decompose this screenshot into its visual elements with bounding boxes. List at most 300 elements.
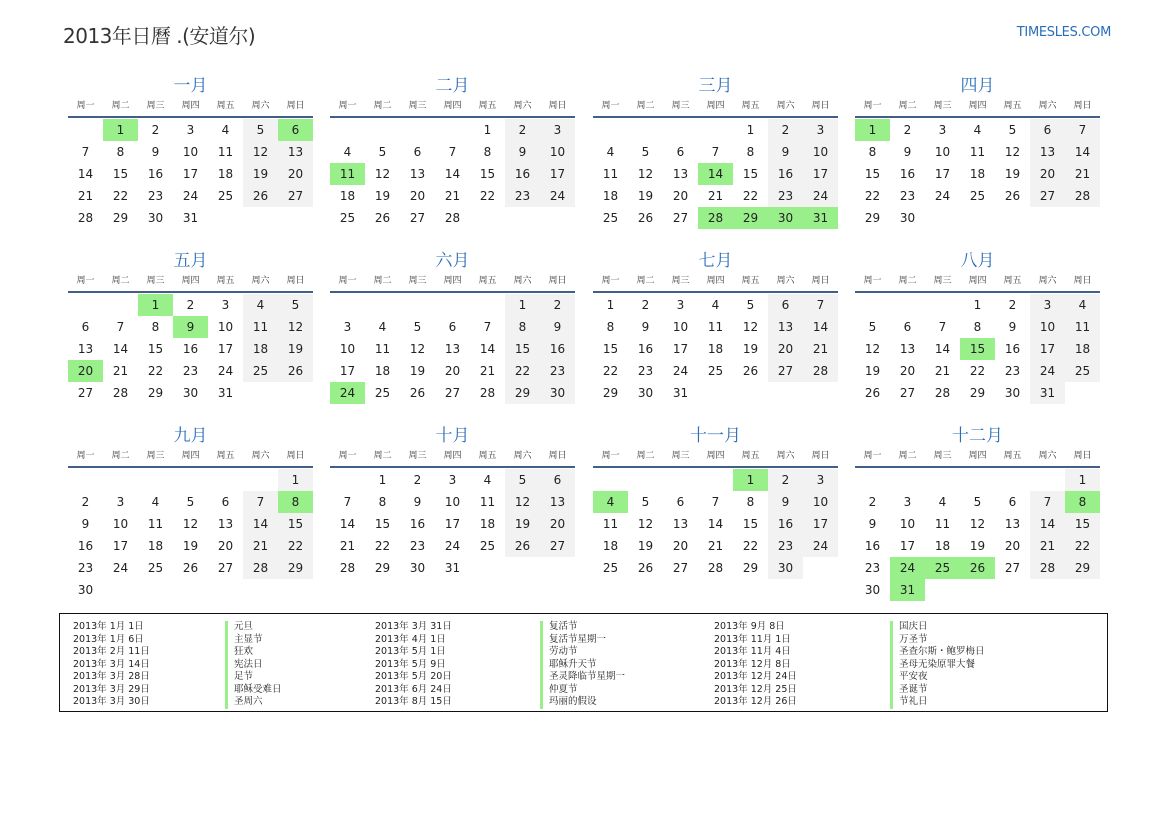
day-cell: 24 bbox=[182, 189, 199, 203]
day-cell: 9 bbox=[81, 517, 90, 531]
day-cell: 27 bbox=[409, 211, 426, 225]
day-cell: 15 bbox=[864, 167, 881, 181]
day-cell: 23 bbox=[540, 360, 575, 382]
day-cell: 8 bbox=[151, 320, 160, 334]
weekday-label: 周日 bbox=[548, 451, 567, 461]
day-cell: 24 bbox=[112, 561, 129, 575]
day-grid bbox=[68, 468, 313, 601]
day-cell: 29 bbox=[969, 386, 986, 400]
day-cell: 2 bbox=[641, 298, 650, 312]
day-cell: 2 bbox=[868, 495, 877, 509]
weekday-label: 周六 bbox=[251, 276, 270, 286]
empty-cell bbox=[103, 294, 138, 316]
weekday-label: 周一 bbox=[863, 101, 882, 111]
day-cell: 3 bbox=[448, 473, 457, 487]
day-cell: 1 bbox=[483, 123, 492, 137]
holiday-name: 仲夏节 bbox=[549, 683, 578, 695]
month-calendar bbox=[330, 74, 575, 229]
holiday-day-cell: 14 bbox=[698, 163, 733, 185]
month-calendar bbox=[68, 74, 313, 229]
day-cell: 20 bbox=[768, 338, 803, 360]
day-cell: 16 bbox=[768, 163, 803, 185]
day-cell: 11 bbox=[602, 167, 619, 181]
holiday-name: 圣灵降临节星期一 bbox=[549, 671, 626, 682]
weekday-header bbox=[593, 448, 838, 468]
day-cell: 7 bbox=[711, 495, 720, 509]
month-calendar bbox=[330, 249, 575, 404]
weekday-label: 周五 bbox=[741, 101, 760, 111]
month-calendar bbox=[855, 74, 1100, 229]
day-cell: 16 bbox=[864, 539, 881, 553]
day-cell: 17 bbox=[182, 167, 199, 181]
day-cell: 30 bbox=[899, 211, 916, 225]
weekday-label: 周二 bbox=[898, 101, 917, 111]
day-cell: 23 bbox=[505, 185, 540, 207]
day-cell: 9 bbox=[1008, 320, 1017, 334]
month-name: 十一月 bbox=[690, 426, 741, 446]
day-cell: 1 bbox=[1065, 469, 1100, 491]
day-cell: 23 bbox=[899, 189, 916, 203]
month-name: 一月 bbox=[173, 76, 208, 96]
holiday-name-column bbox=[540, 621, 625, 709]
weekday-label: 周五 bbox=[1003, 101, 1022, 111]
day-cell: 11 bbox=[243, 316, 278, 338]
weekday-label: 周六 bbox=[776, 101, 795, 111]
day-cell: 2 bbox=[505, 119, 540, 141]
weekday-label: 周日 bbox=[286, 101, 305, 111]
month-calendar bbox=[330, 424, 575, 579]
day-cell: 14 bbox=[77, 167, 94, 181]
day-cell: 9 bbox=[641, 320, 650, 334]
day-cell: 2 bbox=[540, 294, 575, 316]
weekday-label: 周四 bbox=[443, 451, 462, 461]
day-cell: 27 bbox=[672, 211, 689, 225]
holiday-date-column bbox=[714, 621, 854, 709]
day-cell: 2 bbox=[1008, 298, 1017, 312]
day-cell: 3 bbox=[186, 123, 195, 137]
month-calendar bbox=[593, 74, 838, 229]
day-cell: 12 bbox=[243, 141, 278, 163]
day-cell: 10 bbox=[1030, 316, 1065, 338]
day-cell: 3 bbox=[1030, 294, 1065, 316]
empty-cell bbox=[330, 294, 365, 316]
weekday-label: 周六 bbox=[513, 101, 532, 111]
month-name: 八月 bbox=[960, 251, 995, 271]
weekday-label: 周四 bbox=[706, 451, 725, 461]
day-cell: 7 bbox=[938, 320, 947, 334]
day-cell: 13 bbox=[672, 517, 689, 531]
day-cell: 17 bbox=[444, 517, 461, 531]
weekday-label: 周六 bbox=[251, 451, 270, 461]
holiday-date: 2013年 9月 8日 bbox=[714, 621, 785, 632]
weekday-label: 周五 bbox=[216, 276, 235, 286]
day-cell: 17 bbox=[803, 513, 838, 535]
day-cell: 12 bbox=[969, 517, 986, 531]
day-cell: 17 bbox=[112, 539, 129, 553]
day-cell: 26 bbox=[278, 360, 313, 382]
day-cell: 19 bbox=[278, 338, 313, 360]
empty-cell bbox=[173, 469, 208, 491]
day-cell: 20 bbox=[1004, 539, 1021, 553]
weekday-label: 周三 bbox=[671, 276, 690, 286]
holiday-date: 2013年 3月 30日 bbox=[73, 696, 150, 707]
day-cell: 3 bbox=[221, 298, 230, 312]
weekday-label: 周日 bbox=[811, 276, 830, 286]
empty-cell bbox=[593, 119, 628, 141]
day-cell: 13 bbox=[672, 167, 689, 181]
weekday-label: 周日 bbox=[1073, 276, 1092, 286]
day-cell: 13 bbox=[217, 517, 234, 531]
day-cell: 20 bbox=[540, 513, 575, 535]
weekday-label: 周五 bbox=[1003, 276, 1022, 286]
day-cell: 27 bbox=[77, 386, 94, 400]
day-cell: 26 bbox=[374, 211, 391, 225]
day-cell: 16 bbox=[768, 513, 803, 535]
day-cell: 26 bbox=[742, 364, 759, 378]
empty-cell bbox=[243, 469, 278, 491]
day-cell: 28 bbox=[707, 561, 724, 575]
weekday-label: 周三 bbox=[408, 276, 427, 286]
day-cell: 4 bbox=[378, 320, 387, 334]
empty-cell bbox=[698, 469, 733, 491]
day-cell: 9 bbox=[540, 316, 575, 338]
day-cell: 10 bbox=[672, 320, 689, 334]
day-cell: 17 bbox=[217, 342, 234, 356]
weekday-header bbox=[593, 98, 838, 118]
day-grid bbox=[593, 293, 838, 404]
day-cell: 22 bbox=[1065, 535, 1100, 557]
day-cell: 4 bbox=[973, 123, 982, 137]
weekday-label: 周日 bbox=[286, 276, 305, 286]
weekday-label: 周三 bbox=[933, 101, 952, 111]
month-name: 七月 bbox=[698, 251, 733, 271]
day-cell: 8 bbox=[116, 145, 125, 159]
day-cell: 19 bbox=[969, 539, 986, 553]
weekday-label: 周六 bbox=[513, 451, 532, 461]
day-cell: 12 bbox=[409, 342, 426, 356]
month-calendar bbox=[68, 249, 313, 404]
day-cell: 25 bbox=[147, 561, 164, 575]
day-cell: 5 bbox=[278, 294, 313, 316]
day-cell: 25 bbox=[339, 211, 356, 225]
day-cell: 6 bbox=[81, 320, 90, 334]
weekday-header bbox=[330, 448, 575, 468]
day-cell: 18 bbox=[1065, 338, 1100, 360]
weekday-label: 周一 bbox=[338, 276, 357, 286]
day-cell: 2 bbox=[81, 495, 90, 509]
day-cell: 17 bbox=[672, 342, 689, 356]
holiday-name: 国庆日 bbox=[899, 621, 928, 632]
holiday-day-cell: 9 bbox=[173, 316, 208, 338]
holiday-day-cell: 29 bbox=[733, 207, 768, 229]
day-cell: 14 bbox=[112, 342, 129, 356]
day-cell: 28 bbox=[803, 360, 838, 382]
day-cell: 19 bbox=[243, 163, 278, 185]
day-grid bbox=[330, 468, 575, 579]
day-cell: 15 bbox=[479, 167, 496, 181]
day-cell: 22 bbox=[742, 539, 759, 553]
day-cell: 12 bbox=[637, 167, 654, 181]
weekday-label: 周三 bbox=[933, 451, 952, 461]
day-cell: 5 bbox=[243, 119, 278, 141]
day-cell: 25 bbox=[969, 189, 986, 203]
day-grid bbox=[68, 118, 313, 229]
day-cell: 24 bbox=[803, 185, 838, 207]
day-cell: 7 bbox=[1065, 119, 1100, 141]
weekday-label: 周四 bbox=[181, 101, 200, 111]
day-cell: 19 bbox=[742, 342, 759, 356]
day-cell: 10 bbox=[112, 517, 129, 531]
day-cell: 21 bbox=[444, 189, 461, 203]
day-cell: 26 bbox=[1004, 189, 1021, 203]
day-cell: 29 bbox=[278, 557, 313, 579]
day-cell: 20 bbox=[444, 364, 461, 378]
day-cell: 18 bbox=[969, 167, 986, 181]
empty-cell bbox=[925, 469, 960, 491]
day-cell: 11 bbox=[1065, 316, 1100, 338]
day-cell: 27 bbox=[217, 561, 234, 575]
empty-cell bbox=[1030, 469, 1065, 491]
day-cell: 17 bbox=[803, 163, 838, 185]
day-cell: 26 bbox=[243, 185, 278, 207]
empty-cell bbox=[995, 469, 1030, 491]
day-cell: 12 bbox=[1004, 145, 1021, 159]
day-cell: 11 bbox=[374, 342, 391, 356]
day-cell: 26 bbox=[637, 211, 654, 225]
weekday-label: 周三 bbox=[933, 276, 952, 286]
day-cell: 23 bbox=[864, 561, 881, 575]
day-cell: 8 bbox=[606, 320, 615, 334]
day-cell: 24 bbox=[934, 189, 951, 203]
holiday-name: 足节 bbox=[234, 671, 254, 682]
day-cell: 7 bbox=[483, 320, 492, 334]
weekday-label: 周二 bbox=[636, 101, 655, 111]
day-cell: 31 bbox=[444, 561, 461, 575]
day-cell: 22 bbox=[112, 189, 129, 203]
day-cell: 14 bbox=[444, 167, 461, 181]
day-cell: 18 bbox=[374, 364, 391, 378]
day-cell: 27 bbox=[672, 561, 689, 575]
day-cell: 4 bbox=[221, 123, 230, 137]
day-cell: 9 bbox=[505, 141, 540, 163]
day-cell: 14 bbox=[243, 513, 278, 535]
day-cell: 30 bbox=[637, 386, 654, 400]
weekday-header bbox=[68, 98, 313, 118]
day-cell: 28 bbox=[77, 211, 94, 225]
day-cell: 7 bbox=[1030, 491, 1065, 513]
day-cell: 4 bbox=[483, 473, 492, 487]
day-cell: 30 bbox=[768, 557, 803, 579]
day-cell: 29 bbox=[112, 211, 129, 225]
empty-cell bbox=[663, 119, 698, 141]
day-cell: 22 bbox=[505, 360, 540, 382]
day-cell: 24 bbox=[803, 535, 838, 557]
day-cell: 10 bbox=[934, 145, 951, 159]
holiday-date: 2013年 5月 20日 bbox=[375, 671, 452, 682]
page-title: 2013年日曆 .(安道尔) bbox=[63, 24, 256, 48]
holiday-name: 万圣节 bbox=[899, 633, 928, 645]
holiday-name: 玛丽的假设 bbox=[549, 696, 597, 707]
day-cell: 2 bbox=[151, 123, 160, 137]
holiday-name: 圣诞节 bbox=[899, 683, 928, 695]
day-cell: 1 bbox=[505, 294, 540, 316]
day-cell: 8 bbox=[378, 495, 387, 509]
holiday-name: 复活节星期一 bbox=[549, 633, 607, 645]
day-cell: 31 bbox=[217, 386, 234, 400]
month-name: 二月 bbox=[435, 76, 470, 96]
empty-cell bbox=[138, 469, 173, 491]
day-cell: 8 bbox=[483, 145, 492, 159]
holiday-name: 主显节 bbox=[234, 633, 263, 645]
day-grid bbox=[330, 293, 575, 404]
day-cell: 14 bbox=[934, 342, 951, 356]
day-cell: 8 bbox=[746, 495, 755, 509]
day-cell: 26 bbox=[637, 561, 654, 575]
holiday-list bbox=[59, 613, 1108, 712]
weekday-label: 周四 bbox=[443, 276, 462, 286]
holiday-date: 2013年 1月 6日 bbox=[73, 633, 144, 645]
day-cell: 1 bbox=[606, 298, 615, 312]
day-cell: 19 bbox=[1004, 167, 1021, 181]
weekday-header bbox=[855, 448, 1100, 468]
day-cell: 4 bbox=[151, 495, 160, 509]
day-cell: 10 bbox=[182, 145, 199, 159]
day-cell: 27 bbox=[1004, 561, 1021, 575]
day-cell: 9 bbox=[413, 495, 422, 509]
day-cell: 4 bbox=[1065, 294, 1100, 316]
empty-cell bbox=[855, 469, 890, 491]
weekday-label: 周五 bbox=[216, 451, 235, 461]
holiday-day-cell: 15 bbox=[960, 338, 995, 360]
day-cell: 5 bbox=[186, 495, 195, 509]
weekday-label: 周六 bbox=[1038, 276, 1057, 286]
day-cell: 10 bbox=[217, 320, 234, 334]
day-cell: 3 bbox=[803, 469, 838, 491]
day-cell: 10 bbox=[444, 495, 461, 509]
day-cell: 18 bbox=[934, 539, 951, 553]
weekday-label: 周六 bbox=[251, 101, 270, 111]
day-cell: 25 bbox=[602, 561, 619, 575]
day-cell: 14 bbox=[339, 517, 356, 531]
day-cell: 29 bbox=[742, 561, 759, 575]
day-cell: 25 bbox=[243, 360, 278, 382]
day-cell: 18 bbox=[339, 189, 356, 203]
day-cell: 8 bbox=[868, 145, 877, 159]
day-cell: 4 bbox=[711, 298, 720, 312]
weekday-label: 周一 bbox=[601, 451, 620, 461]
day-cell: 15 bbox=[374, 517, 391, 531]
day-cell: 23 bbox=[768, 535, 803, 557]
day-cell: 1 bbox=[378, 473, 387, 487]
day-grid bbox=[593, 118, 838, 229]
weekday-label: 周一 bbox=[338, 101, 357, 111]
holiday-date: 2013年 11月 4日 bbox=[714, 646, 791, 657]
day-cell: 21 bbox=[1065, 163, 1100, 185]
day-grid bbox=[855, 118, 1100, 229]
day-cell: 18 bbox=[602, 539, 619, 553]
month-calendar bbox=[68, 424, 313, 601]
day-cell: 12 bbox=[374, 167, 391, 181]
day-cell: 22 bbox=[864, 189, 881, 203]
day-cell: 27 bbox=[278, 185, 313, 207]
day-cell: 19 bbox=[505, 513, 540, 535]
holiday-name-column bbox=[890, 621, 985, 709]
holiday-day-cell: 11 bbox=[330, 163, 365, 185]
day-cell: 6 bbox=[413, 145, 422, 159]
day-cell: 3 bbox=[343, 320, 352, 334]
day-cell: 5 bbox=[746, 298, 755, 312]
day-cell: 22 bbox=[147, 364, 164, 378]
day-cell: 21 bbox=[934, 364, 951, 378]
day-cell: 11 bbox=[707, 320, 724, 334]
weekday-label: 周四 bbox=[968, 101, 987, 111]
weekday-label: 周日 bbox=[548, 101, 567, 111]
day-cell: 28 bbox=[112, 386, 129, 400]
day-cell: 30 bbox=[77, 583, 94, 597]
empty-cell bbox=[663, 469, 698, 491]
day-cell: 6 bbox=[768, 294, 803, 316]
weekday-label: 周五 bbox=[216, 101, 235, 111]
holiday-date: 2013年 5月 9日 bbox=[375, 658, 446, 670]
day-cell: 24 bbox=[444, 539, 461, 553]
month-name: 五月 bbox=[173, 251, 208, 271]
brand-link[interactable]: TIMESLES.COM bbox=[1016, 25, 1111, 40]
day-cell: 5 bbox=[378, 145, 387, 159]
weekday-label: 周三 bbox=[408, 101, 427, 111]
day-cell: 22 bbox=[742, 189, 759, 203]
day-cell: 29 bbox=[505, 382, 540, 404]
weekday-label: 周四 bbox=[181, 276, 200, 286]
day-cell: 13 bbox=[899, 342, 916, 356]
day-cell: 23 bbox=[768, 185, 803, 207]
weekday-label: 周一 bbox=[76, 451, 95, 461]
day-cell: 29 bbox=[602, 386, 619, 400]
day-cell: 29 bbox=[147, 386, 164, 400]
weekday-label: 周二 bbox=[111, 101, 130, 111]
empty-cell bbox=[435, 119, 470, 141]
month-name: 十月 bbox=[435, 426, 470, 446]
empty-cell bbox=[68, 294, 103, 316]
holiday-date: 2013年 4月 1日 bbox=[375, 633, 446, 645]
day-cell: 13 bbox=[77, 342, 94, 356]
weekday-header bbox=[68, 273, 313, 293]
day-cell: 15 bbox=[602, 342, 619, 356]
holiday-name-column bbox=[225, 621, 282, 709]
day-cell: 4 bbox=[343, 145, 352, 159]
holiday-date-column bbox=[375, 621, 515, 709]
month-name: 三月 bbox=[698, 76, 733, 96]
day-cell: 11 bbox=[147, 517, 164, 531]
day-cell: 10 bbox=[803, 141, 838, 163]
day-cell: 16 bbox=[899, 167, 916, 181]
day-cell: 21 bbox=[479, 364, 496, 378]
holiday-name: 耶稣升天节 bbox=[549, 658, 597, 670]
day-cell: 23 bbox=[77, 561, 94, 575]
day-cell: 7 bbox=[243, 491, 278, 513]
holiday-date: 2013年 8月 15日 bbox=[375, 696, 452, 707]
weekday-header bbox=[593, 273, 838, 293]
empty-cell bbox=[68, 469, 103, 491]
weekday-label: 周一 bbox=[338, 451, 357, 461]
month-calendar bbox=[593, 424, 838, 579]
weekday-label: 周四 bbox=[968, 276, 987, 286]
month-name: 六月 bbox=[435, 251, 470, 271]
day-cell: 28 bbox=[339, 561, 356, 575]
holiday-day-cell: 31 bbox=[803, 207, 838, 229]
holiday-date: 2013年 11月 1日 bbox=[714, 633, 791, 645]
empty-cell bbox=[400, 119, 435, 141]
weekday-label: 周六 bbox=[1038, 451, 1057, 461]
